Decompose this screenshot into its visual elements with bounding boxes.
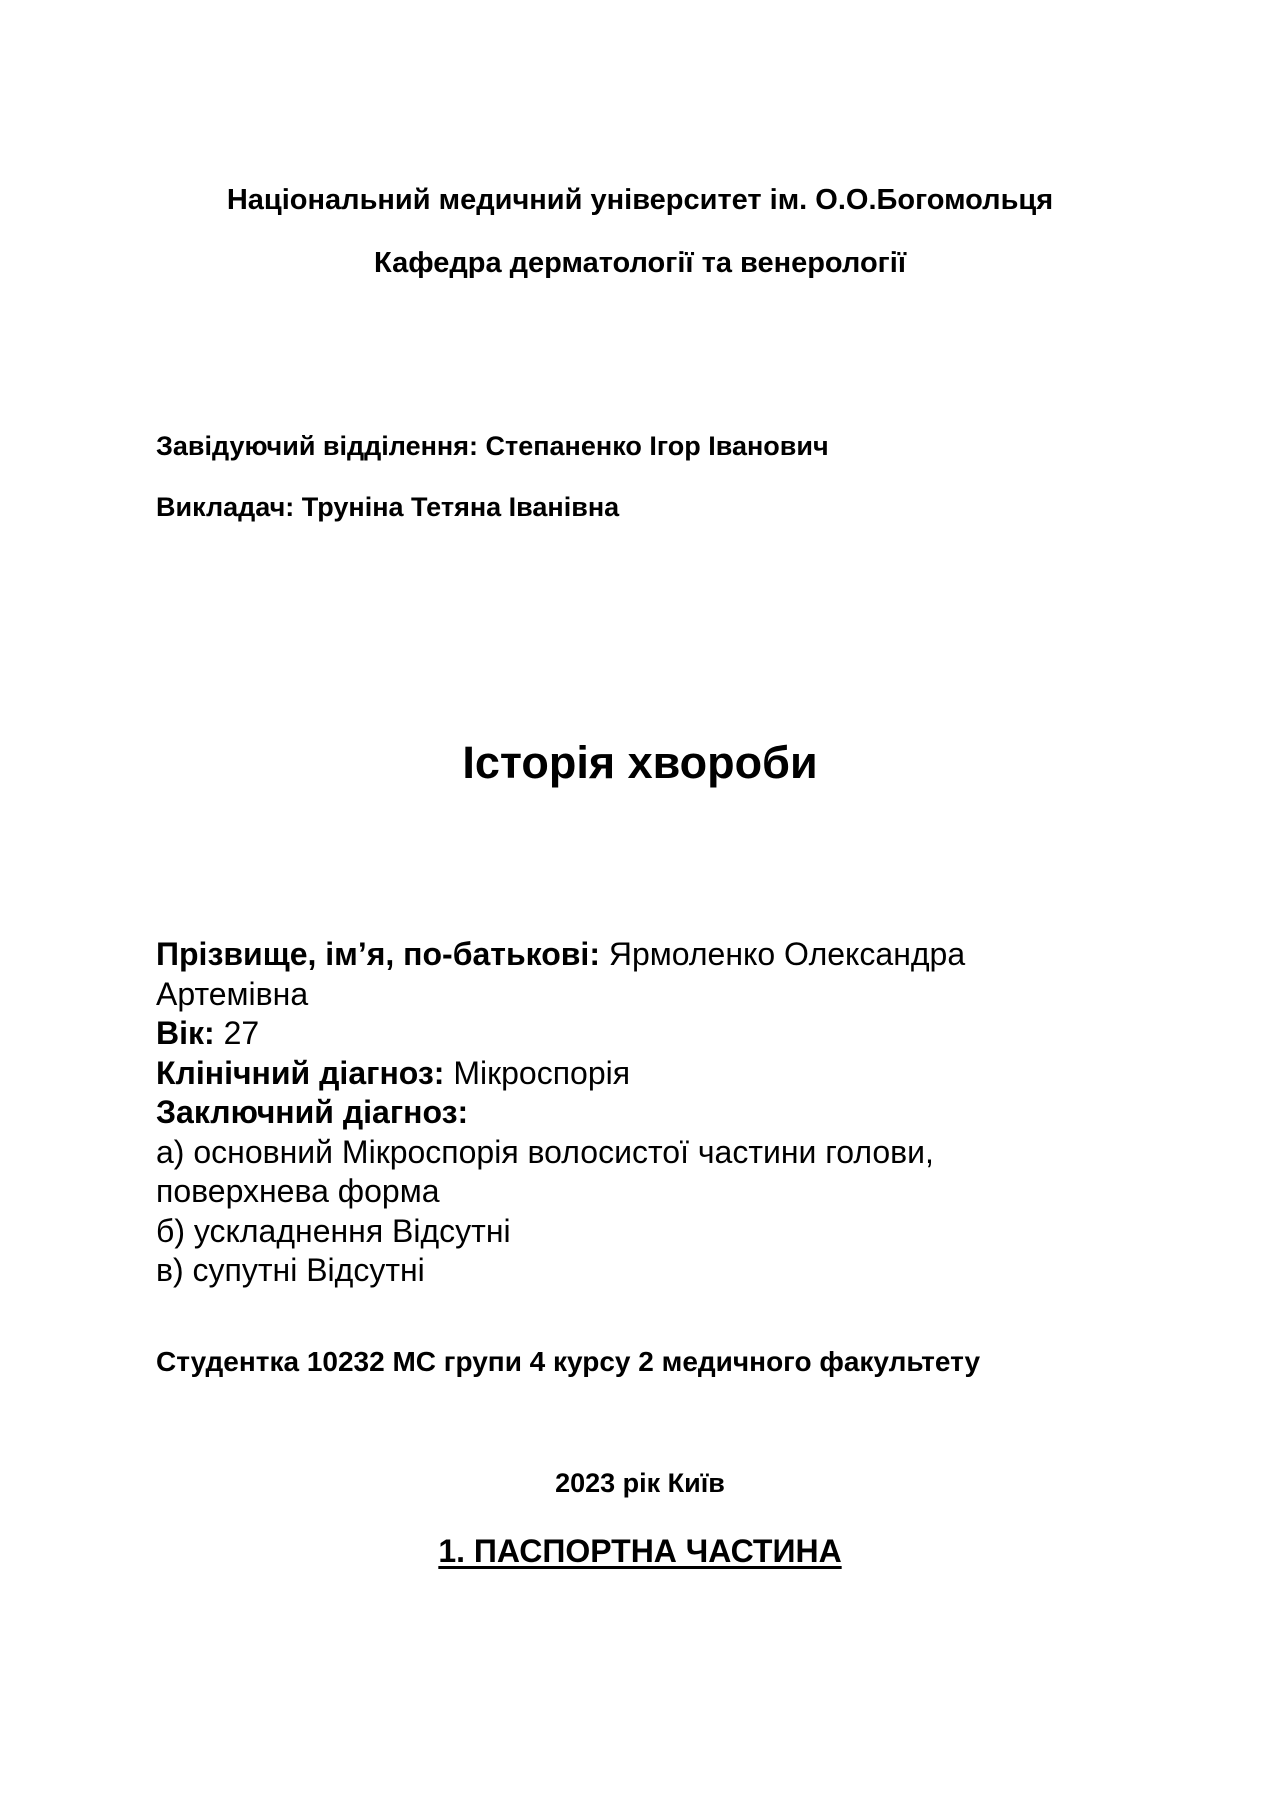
university-name: Національний медичний університет ім. О.О.Богомольця — [226, 184, 1054, 216]
document-title: Історія хвороби — [462, 737, 818, 788]
clinical-diagnosis-line — [156, 1054, 1096, 1094]
teacher — [156, 491, 619, 523]
patient-info — [156, 935, 1096, 1291]
teacher-name: Труніна Тетяна Іванівна — [301, 492, 620, 522]
head-of-department — [156, 430, 829, 462]
year-city: 2023 рік Київ — [555, 1468, 725, 1498]
final-diagnosis-concomitant: в) супутні Відсутні — [156, 1252, 425, 1288]
teacher-label: Викладач: — [156, 492, 295, 522]
final-diagnosis-main: а) основний Мікроспорія волосистої частини голови, поверхнева форма — [156, 1133, 934, 1209]
patient-name-line — [156, 935, 1096, 1014]
department-name: Кафедра дерматології та венерології — [374, 247, 906, 279]
section-heading: 1. ПАСПОРТНА ЧАСТИНА — [438, 1533, 842, 1569]
student-info: Студентка 10232 МС групи 4 курсу 2 медичного факультету — [156, 1346, 981, 1377]
patient-age-value: 27 — [223, 1015, 260, 1051]
clinical-diagnosis-value: Мікроспорія — [453, 1054, 631, 1091]
final-diagnosis-complications: б) ускладнення Відсутні — [156, 1212, 511, 1249]
final-diagnosis-label: Заключний діагноз: — [156, 1094, 469, 1130]
patient-name-value: Ярмоленко Олександра Артемівна — [156, 936, 966, 1012]
patient-name-label: Прізвище, ім’я, по-батькові: — [156, 936, 600, 972]
patient-age-line — [156, 1014, 1096, 1054]
head-label: Завідуючий відділення: — [156, 431, 478, 461]
head-name: Степаненко Ігор Іванович — [485, 431, 829, 461]
clinical-diagnosis-label: Клінічний діагноз: — [156, 1054, 445, 1091]
patient-age-label: Вік: — [156, 1015, 215, 1051]
